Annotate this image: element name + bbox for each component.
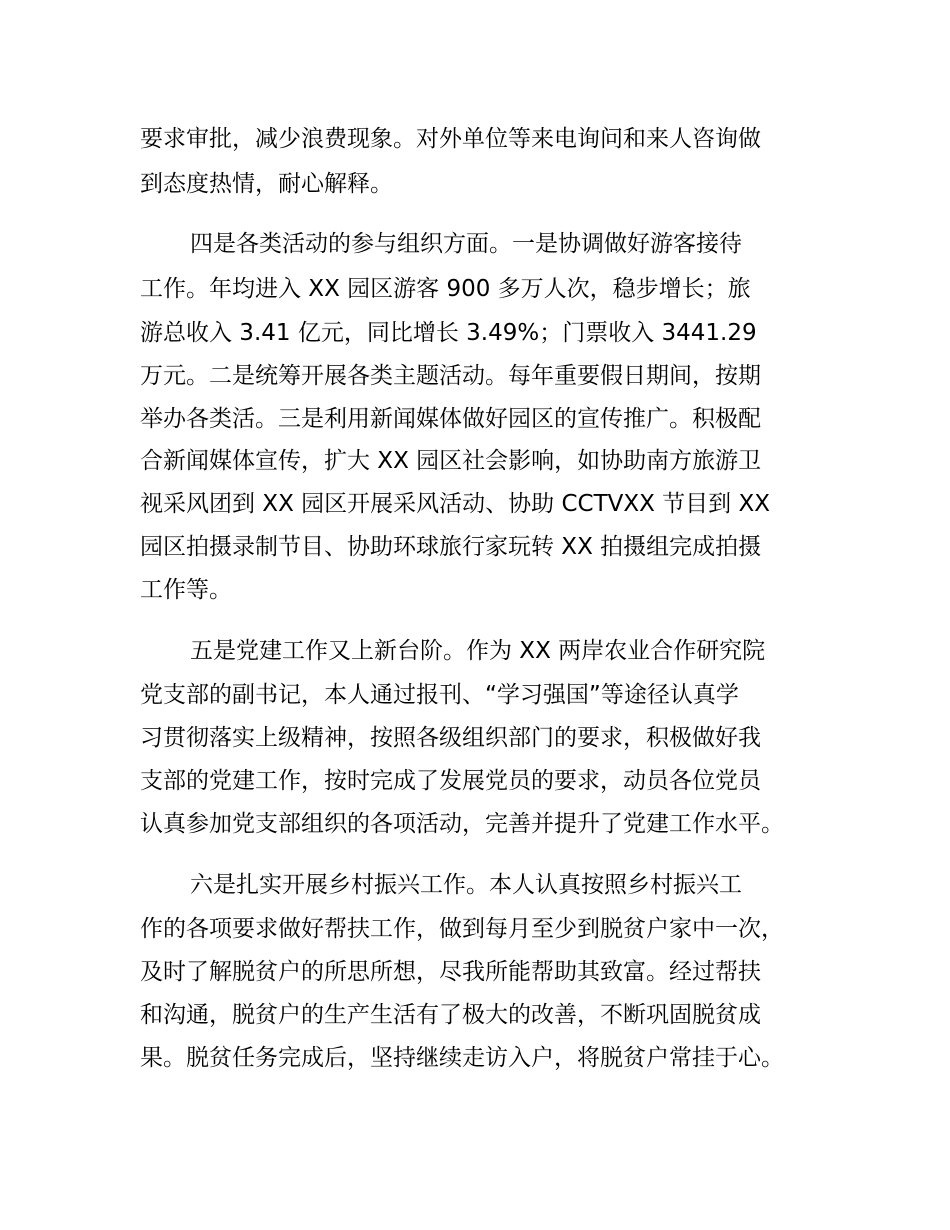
- text-line: 要求审批，减少浪费现象。对外单位等来电询问和来人咨询做: [140, 126, 761, 152]
- text-line: 举办各类活。三是利用新闻媒体做好园区的宣传推广。积极配: [140, 406, 761, 432]
- text-line: 视采风团到 XX 园区开展采风活动、协助 CCTVXX 节目到 XX: [140, 491, 770, 517]
- text-line: 游总收入 3.41 亿元，同比增长 3.49%；门票收入 3441.29: [140, 320, 757, 346]
- text-line: 到态度热情，耐心解释。: [140, 171, 393, 197]
- text-line: 认真参加党支部组织的各项活动，完善并提升了党建工作水平。: [140, 811, 784, 837]
- text-line: 及时了解脱贫户的所思所想，尽我所能帮助其致富。经过帮扶: [140, 959, 761, 985]
- text-line: 五是党建工作又上新台阶。作为 XX 两岸农业合作研究院: [190, 638, 766, 664]
- text-line: 万元。二是统筹开展各类主题活动。每年重要假日期间，按期: [140, 363, 761, 389]
- text-line: 作的各项要求做好帮扶工作，做到每月至少到脱贫户家中一次，: [140, 916, 784, 942]
- text-line: 和沟通，脱贫户的生产生活有了极大的改善，不断巩固脱贫成: [140, 1002, 761, 1028]
- text-line: 六是扎实开展乡村振兴工作。本人认真按照乡村振兴工: [190, 872, 742, 898]
- text-line: 园区拍摄录制节目、协助环球旅行家玩转 XX 拍摄组完成拍摄: [140, 534, 762, 560]
- text-line: 工作等。: [140, 577, 232, 603]
- text-line: 支部的党建工作，按时完成了发展党员的要求，动员各位党员: [140, 768, 761, 794]
- text-line: 果。脱贫任务完成后，坚持继续走访入户，将脱贫户常挂于心。: [140, 1045, 784, 1071]
- text-line: 党支部的副书记，本人通过报刊、“学习强国”等途径认真学: [140, 682, 739, 708]
- text-line: 四是各类活动的参与组织方面。一是协调做好游客接待: [190, 231, 742, 257]
- text-line: 合新闻媒体宣传，扩大 XX 园区社会影响，如协助南方旅游卫: [140, 448, 762, 474]
- text-line: 习贯彻落实上级精神，按照各级组织部门的要求，积极做好我: [140, 725, 761, 751]
- text-line: 工作。年均进入 XX 园区游客 900 多万人次，稳步增长；旅: [140, 276, 751, 302]
